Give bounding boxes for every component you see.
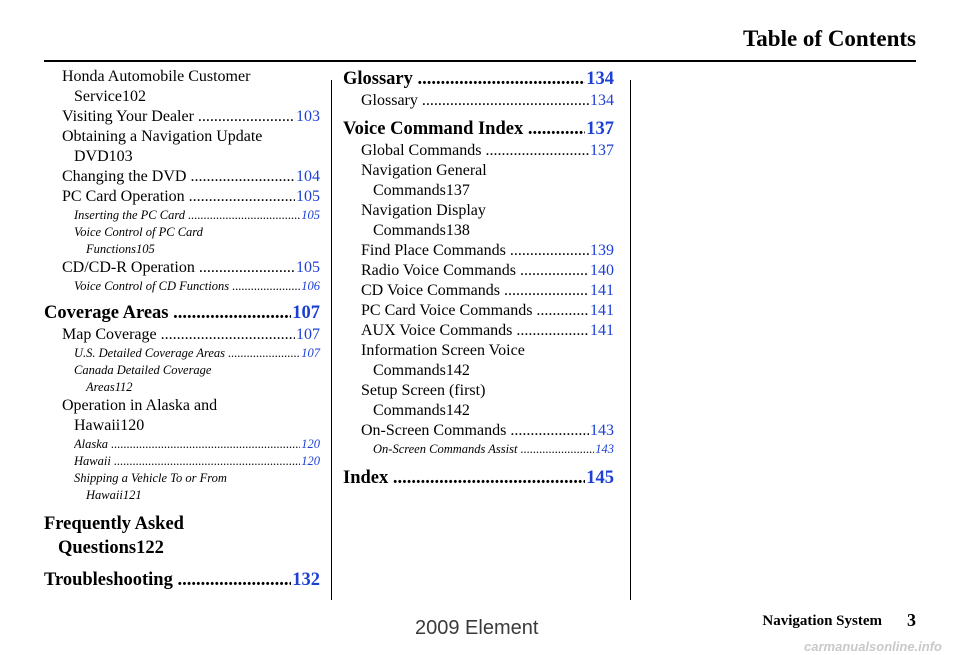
page-link[interactable]: 104: [296, 168, 320, 185]
toc-section[interactable]: Frequently Asked Questions 122: [44, 514, 184, 558]
toc-entry[interactable]: Visiting Your Dealer ..... 103: [44, 107, 320, 127]
toc-entry[interactable]: Obtaining a Navigation Update DVD 103: [62, 128, 263, 165]
toc-entry[interactable]: Map Coverage ..... 107: [44, 325, 320, 345]
toc-entry[interactable]: Navigation Display Commands 138: [361, 202, 486, 239]
page-link[interactable]: 103: [296, 108, 320, 125]
toc-section[interactable]: Index ..... 145: [343, 466, 614, 490]
header-rule: [44, 60, 916, 62]
column-divider: [331, 80, 332, 600]
page-link[interactable]: 141: [590, 302, 614, 319]
toc-entry[interactable]: Find Place Commands ..... 139: [343, 241, 614, 261]
page-link[interactable]: 134: [586, 69, 614, 89]
toc-entry[interactable]: Glossary ..... 134: [343, 91, 614, 111]
toc-entry[interactable]: PC Card Operation ..... 105: [44, 187, 320, 207]
toc-subentry[interactable]: Voice Control of CD Functions ..... 106: [44, 278, 320, 295]
toc-subentry[interactable]: Inserting the PC Card ..... 105: [44, 207, 320, 224]
toc-entry[interactable]: Operation in Alaska and Hawaii 120: [62, 397, 218, 434]
page-link[interactable]: 139: [590, 242, 614, 259]
page-link[interactable]: 105: [301, 208, 320, 222]
toc-entry[interactable]: Radio Voice Commands ..... 140: [343, 261, 614, 281]
page-link[interactable]: 141: [590, 322, 614, 339]
page-link[interactable]: 140: [590, 262, 614, 279]
page-link[interactable]: 102: [121, 88, 146, 105]
page-link[interactable]: 122: [136, 538, 164, 558]
page-link[interactable]: 142: [445, 362, 470, 379]
page-title: Table of Contents: [743, 26, 916, 51]
page-number: 3: [907, 610, 916, 630]
page-link[interactable]: 120: [301, 437, 320, 451]
column-divider: [630, 80, 631, 600]
toc-column-left: [44, 67, 320, 592]
toc-entry[interactable]: Global Commands ..... 137: [343, 141, 614, 161]
toc-entry[interactable]: Honda Automobile Customer Service 102: [62, 68, 251, 105]
toc-section[interactable]: Glossary ..... 134: [343, 67, 614, 91]
toc-subentry[interactable]: Alaska ..... 120: [44, 436, 320, 453]
toc-entry[interactable]: Changing the DVD ..... 104: [44, 167, 320, 187]
page-link[interactable]: 120: [301, 454, 320, 468]
page-link[interactable]: 145: [586, 468, 614, 488]
toc-subentry[interactable]: Shipping a Vehicle To or From Hawaii 121: [74, 471, 227, 502]
page-link[interactable]: 132: [292, 570, 320, 590]
page-link[interactable]: 137: [590, 142, 614, 159]
toc-entry[interactable]: CD Voice Commands ..... 141: [343, 281, 614, 301]
footer-label: Navigation System: [762, 613, 882, 629]
page-link[interactable]: 121: [122, 488, 142, 502]
page-link[interactable]: 106: [301, 279, 320, 293]
page-link[interactable]: 141: [590, 282, 614, 299]
toc-subentry[interactable]: Canada Detailed Coverage Areas 112: [74, 363, 212, 394]
page-link[interactable]: 105: [296, 259, 320, 276]
page-link[interactable]: 107: [301, 346, 320, 360]
toc-entry[interactable]: CD/CD-R Operation ..... 105: [44, 258, 320, 278]
page-link[interactable]: 120: [120, 417, 145, 434]
toc-entry[interactable]: On-Screen Commands ..... 143: [343, 421, 614, 441]
page-link[interactable]: 134: [590, 92, 614, 109]
page-link[interactable]: 143: [590, 422, 614, 439]
page-link[interactable]: 107: [292, 303, 320, 323]
toc-subentry[interactable]: On-Screen Commands Assist ..... 143: [343, 441, 614, 458]
watermark-site: carmanualsonline.info: [804, 639, 942, 654]
toc-section[interactable]: Voice Command Index ..... 137: [343, 117, 614, 141]
page-link[interactable]: 138: [445, 222, 470, 239]
watermark-model: 2009 Element: [415, 617, 539, 639]
page-link[interactable]: 137: [586, 119, 614, 139]
toc-entry[interactable]: Setup Screen (first) Commands 142: [361, 382, 486, 419]
toc-subentry[interactable]: U.S. Detailed Coverage Areas ..... 107: [44, 345, 320, 362]
page-link[interactable]: 105: [296, 188, 320, 205]
toc-entry[interactable]: AUX Voice Commands ..... 141: [343, 321, 614, 341]
toc-section[interactable]: Coverage Areas ..... 107: [44, 301, 320, 325]
toc-column-right: [343, 67, 614, 490]
toc-entry[interactable]: Information Screen Voice Commands 142: [361, 342, 525, 379]
page-link[interactable]: 103: [108, 148, 133, 165]
toc-entry[interactable]: PC Card Voice Commands ..... 141: [343, 301, 614, 321]
page-link[interactable]: 137: [445, 182, 470, 199]
page-link[interactable]: 112: [114, 380, 133, 394]
page-link[interactable]: 143: [595, 442, 614, 456]
toc-section[interactable]: Troubleshooting ..... 132: [44, 568, 320, 592]
page-link[interactable]: 142: [445, 402, 470, 419]
page-link[interactable]: 105: [136, 242, 155, 256]
toc-subentry[interactable]: Hawaii ..... 120: [44, 453, 320, 470]
toc-subentry[interactable]: Voice Control of PC Card Functions 105: [74, 225, 203, 256]
toc-entry[interactable]: Navigation General Commands 137: [361, 162, 487, 199]
page-link[interactable]: 107: [296, 326, 320, 343]
